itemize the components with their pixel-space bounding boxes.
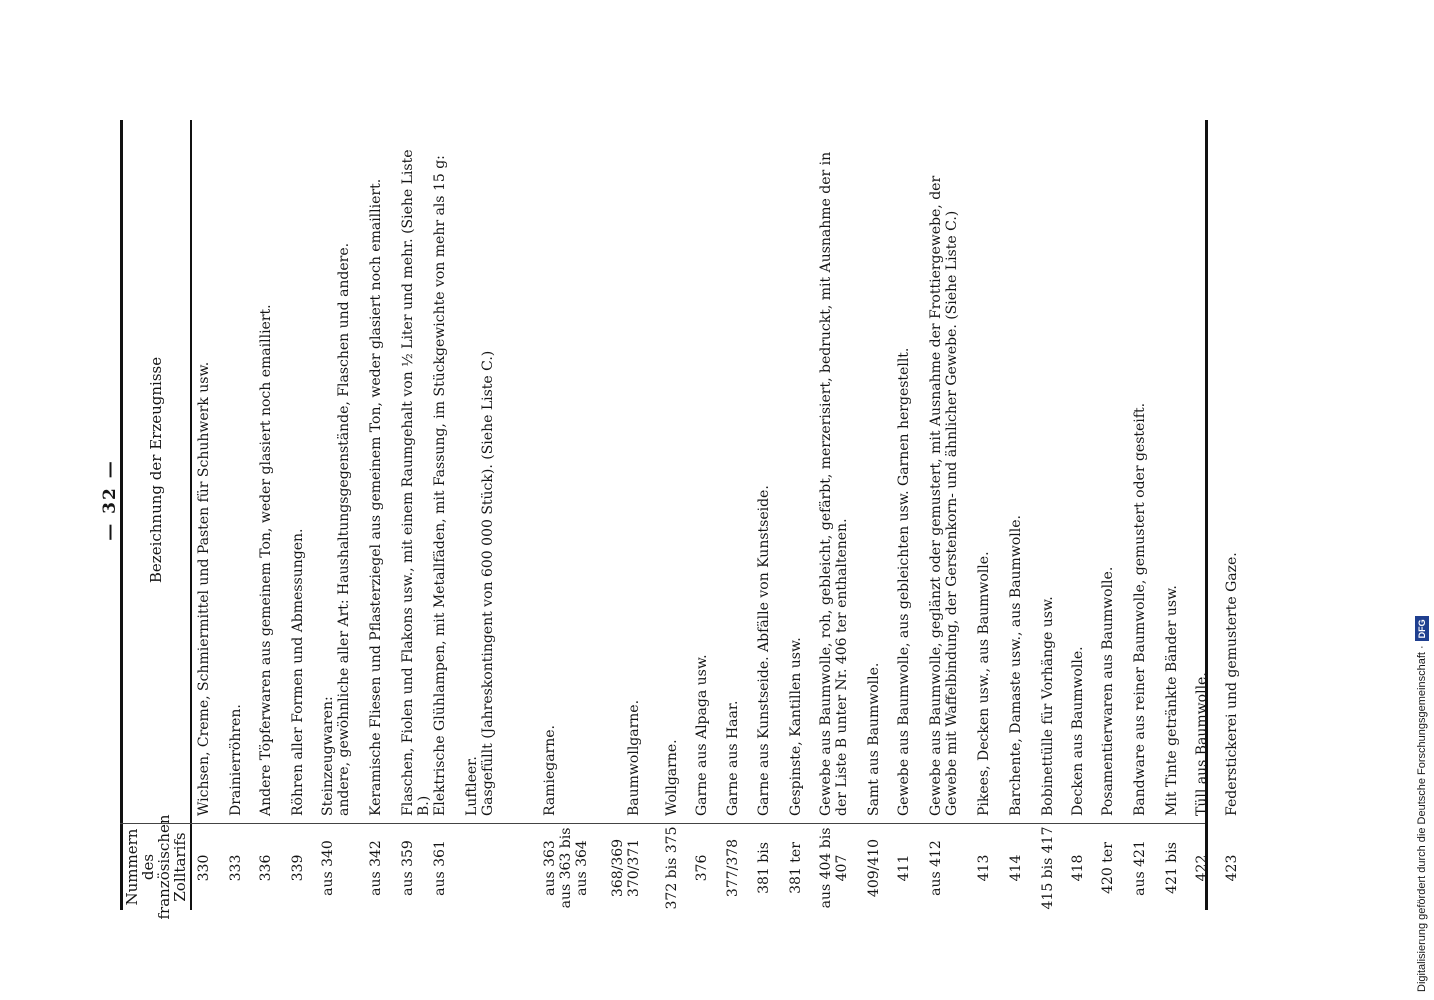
tariff-number: 330 (196, 854, 212, 882)
funding-note (1412, 392, 1432, 992)
product-description: Barchente, Damaste usw., aus Baumwolle. (1008, 515, 1024, 816)
tariff-number: 372 bis 375 (664, 826, 680, 910)
product-description: Gewebe aus Baumwolle, geglänzt oder gemustert, mit Ausnahme der Frottiergewebe, der Gewebe mit Waffelbindung, der Gerstenkorn- und ähnlicher Gewebe. (Siehe Liste C.) (928, 175, 960, 816)
column-header-description: Bezeichnung der Erzeugnisse (147, 356, 165, 584)
tariff-number: 377/378 (725, 838, 741, 898)
tariff-number: 420 ter (1100, 842, 1116, 894)
product-description: Garne aus Haar. (725, 700, 741, 816)
tariff-number: 381 ter (788, 842, 804, 894)
table-bottom-rule (1205, 120, 1208, 910)
product-description: Gewebe aus Baumwolle, aus gebleichten usw. Garnen hergestellt. (896, 347, 912, 816)
tariff-number: aus 404 bis 407 (818, 827, 850, 909)
product-description: Mit Tinte getränkte Bänder usw. (1164, 585, 1180, 816)
product-description: Röhren aller Formen und Abmessungen. (290, 528, 306, 816)
tariff-number: 333 (228, 854, 244, 882)
product-description: Steinzeugwaren: andere, gewöhnliche aller Art: Haushaltungsgegenstände, Flaschen und andere. (320, 242, 352, 816)
product-description: Elektrische Glühlampen, mit Metallfäden, mit Fassung, im Stückgewichte von mehr als 15 g: Luftleer. Gasgefüllt (Jahreskontingent von 600 000 Stück). (Siehe Liste C.) (432, 155, 496, 816)
product-description: Garne aus Kunstseide. Abfälle von Kunstseide. (756, 485, 772, 816)
table-column-divider (120, 823, 1205, 824)
tariff-number: 376 (694, 854, 710, 882)
product-description: Gewebe aus Baumwolle, roh, gebleicht, gefärbt, merzerisiert, bedruckt, mit Ausnahme der in der Liste B unter Nr. 406 ter enthaltenen. (818, 151, 850, 816)
product-description: Federstickerei und gemusterte Gaze. (1224, 552, 1240, 816)
page-number: — 32 — (100, 459, 120, 541)
product-description: Drainierröhren. (228, 704, 244, 816)
tariff-number: aus 359 (400, 840, 416, 896)
product-description: Garne aus Alpaga usw. (694, 654, 710, 816)
funding-note-text: Digitalisierung gefördert durch die Deutsche Forschungsgemeinschaft · (1416, 645, 1428, 992)
product-description: Tüll aus Baumwolle. (1194, 672, 1210, 816)
tariff-number: aus 421 (1132, 840, 1148, 896)
product-description: Decken aus Baumwolle. (1070, 646, 1086, 816)
product-description: Bobinettülle für Vorhänge usw. (1040, 596, 1056, 816)
tariff-number: aus 412 (928, 840, 944, 896)
product-description: Baumwollgarne. (626, 699, 642, 816)
product-description: Andere Töpferwaren aus gemeinem Ton, weder glasiert noch emailliert. (258, 304, 274, 816)
tariff-number: aus 363 aus 363 bis aus 364 (542, 827, 590, 909)
product-description: Samt aus Baumwolle. (866, 662, 882, 816)
product-description: Bandware aus reiner Baumwolle, gemustert oder gesteift. (1132, 402, 1148, 816)
product-description: Wollgarne. (664, 739, 680, 816)
tariff-number: aus 361 (432, 840, 448, 896)
tariff-number: aus 342 (368, 840, 384, 896)
product-description: Posamentierwaren aus Baumwolle. (1100, 566, 1116, 816)
tariff-number: 414 (1008, 854, 1024, 882)
tariff-number: 368/369 370/371 (610, 838, 642, 898)
product-description: Ramiegarne. (542, 725, 558, 816)
tariff-number: 339 (290, 854, 306, 882)
tariff-number: 381 bis (756, 842, 772, 894)
tariff-number: 423 (1224, 854, 1240, 882)
column-header-numbers: Nummern des französischen Zolltarifs (123, 814, 189, 920)
product-description: Wichsen, Creme, Schmiermittel und Pasten für Schuhwerk usw. (196, 361, 212, 816)
tariff-number: 418 (1070, 854, 1086, 882)
dfg-logo: DFG (1415, 616, 1429, 641)
product-description: Gespinste, Kantillen usw. (788, 637, 804, 816)
product-description: Keramische Fliesen und Pflasterziegel aus gemeinem Ton, weder glasiert noch emailliert. (368, 178, 384, 816)
tariff-number: 415 bis 417 (1040, 826, 1056, 910)
product-description: Pikees, Decken usw., aus Baumwolle. (976, 551, 992, 816)
tariff-number: 413 (976, 854, 992, 882)
product-description: Flaschen, Fiolen und Flakons usw., mit einem Raumgehalt von ½ Liter und mehr. (Siehe Liste B.) (400, 149, 432, 816)
tariff-number: 409/410 (866, 838, 882, 898)
tariff-number: aus 340 (320, 840, 336, 896)
table-header-rule (190, 120, 192, 910)
rotated-page (100, 90, 1300, 920)
tariff-number: 422 (1194, 854, 1210, 882)
tariff-number: 336 (258, 854, 274, 882)
tariff-number: 411 (896, 854, 912, 882)
tariff-number: 421 bis (1164, 842, 1180, 894)
